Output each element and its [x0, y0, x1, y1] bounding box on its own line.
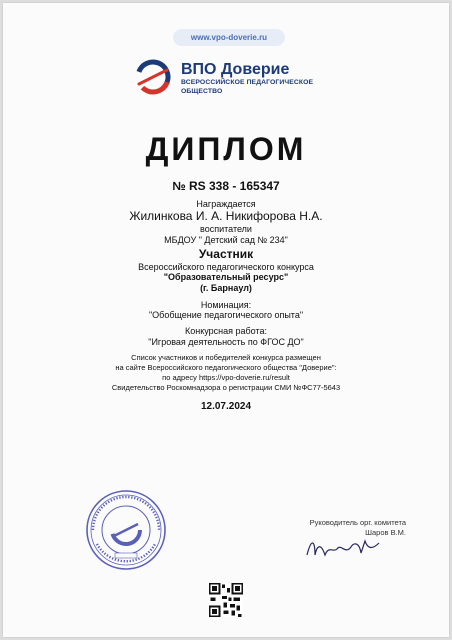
- brand-sub-line1: ВСЕРОССИЙСКОЕ ПЕДАГОГИЧЕСКОЕ: [181, 79, 314, 86]
- seal-stamp: [85, 489, 167, 571]
- diploma-number: № RS 338 - 165347: [172, 179, 280, 193]
- contest-label: Всероссийского педагогического конкурса: [138, 262, 314, 272]
- nomination-label: Номинация:: [200, 300, 252, 310]
- position: воспитатели: [200, 224, 252, 234]
- contest-name: "Образовательный ресурс": [163, 272, 289, 282]
- site-url[interactable]: www.vpo-doverie.ru: [173, 29, 285, 46]
- info-line-4: Свидетельство Роскомнадзора о регистрации СМИ №ФС77-5643: [111, 383, 341, 392]
- status: Участник: [198, 247, 254, 261]
- contest-city: (г. Барнаул): [200, 283, 252, 293]
- sign-name: Шаров В.М.: [365, 528, 406, 537]
- info-line-3: по адресу https://vpo-doverie.ru/result: [162, 373, 290, 382]
- brand-name: ВПО Доверие: [181, 61, 290, 78]
- info-line-1: Список участников и победителей конкурса размещен: [131, 353, 321, 362]
- brand-sub-line2: ОБЩЕСТВО: [181, 87, 223, 95]
- brand-block: [181, 61, 341, 96]
- diploma-page: [3, 3, 449, 637]
- diploma-title: ДИПЛОМ: [145, 131, 307, 167]
- work-title: "Игровая деятельность по ФГОС ДО": [148, 337, 304, 347]
- nomination: "Обобщение педагогического опыта": [148, 310, 304, 320]
- logo-icon: [133, 57, 173, 97]
- sign-role: Руководитель орг. комитета: [309, 518, 406, 527]
- recipients: Жилинкова И. А. Никифорова Н.А.: [129, 209, 323, 223]
- qr-code[interactable]: [209, 583, 243, 617]
- institution: МБДОУ " Детский сад № 234": [164, 235, 288, 245]
- work-label: Конкурсная работа:: [184, 326, 267, 336]
- awarded-label: Награждается: [196, 199, 256, 209]
- signature: [303, 533, 383, 563]
- issue-date: 12.07.2024: [200, 401, 252, 412]
- info-line-2: на сайте Всероссийского педагогического общества "Доверие":: [115, 363, 337, 372]
